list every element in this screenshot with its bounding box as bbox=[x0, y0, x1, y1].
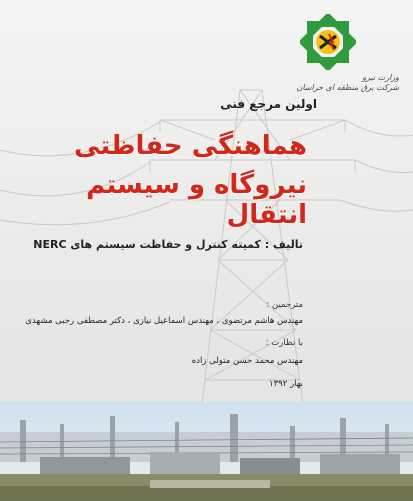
book-title-line-1: هماهنگی حفاظتی bbox=[74, 131, 307, 161]
company-name: شرکت برق منطقه ای خراسان bbox=[296, 83, 399, 92]
company-logo-icon bbox=[300, 14, 356, 70]
book-title-line-2: نیروگاه و سیستم انتقال bbox=[86, 170, 307, 230]
author-line: تالیف : کمیته کنترل و حفاظت سیستم های NERC bbox=[33, 238, 303, 251]
ministry-name: وزارت نیرو bbox=[362, 73, 399, 82]
first-reference-label: اولین مرجع فنی bbox=[220, 97, 317, 111]
translators-names: مهندس هاشم مرتضوی ، مهندس اسماعیل نیازی ، دکتر مصطفی رجبی مشهدی bbox=[25, 316, 303, 326]
publication-date: بهار ۱۳۹۲ bbox=[269, 379, 303, 389]
translators-label: مترجمین : bbox=[266, 300, 303, 310]
power-plant-photo bbox=[0, 402, 413, 501]
supervisor-name: مهندس محمد حسن متولی زاده bbox=[191, 356, 303, 366]
organization-name bbox=[294, 73, 399, 93]
supervision-label: با نظارت : bbox=[265, 338, 303, 348]
